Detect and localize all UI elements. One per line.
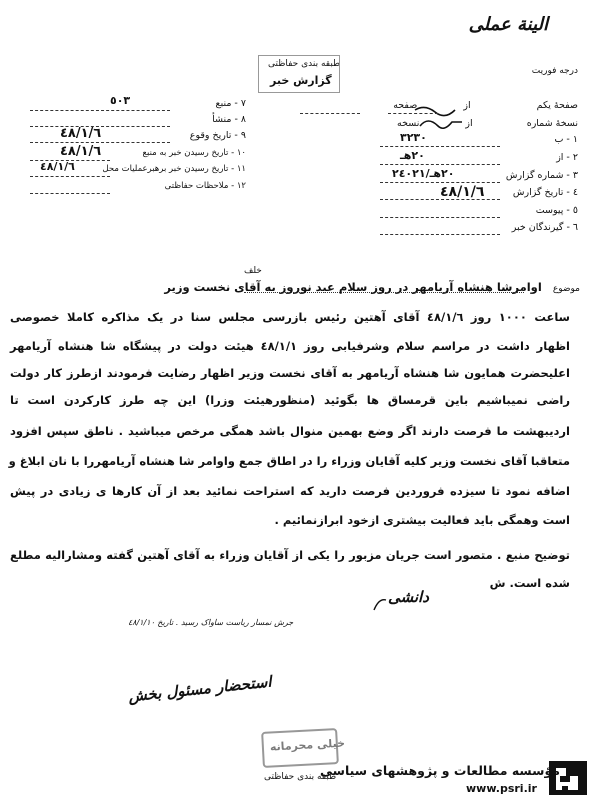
right-field-row xyxy=(513,187,578,198)
header-handwriting: الينة عملى xyxy=(468,14,548,35)
left-field-label: ١٢ - ملاحظات حفاظتى xyxy=(164,181,246,191)
stamp-text: خيلى محرمانه xyxy=(269,736,346,754)
right-field-row xyxy=(556,152,578,163)
explanation-line: توضيح منبع . متصور است جريان مزبور را يکى از آقايان وزراء به آقاى آهتين گفته ومشاراليه مطلع xyxy=(10,548,570,562)
subject-underline xyxy=(244,292,524,293)
body-line: اظهار داشت در مراسم سلام وشرفيابى روز ٤٨/١/١ هيئت دولت در پيشگاه شا هنشاه آريامهر xyxy=(10,339,570,353)
body-line: متعاقبا آقاى نخست وزير کليه آقايان وزراء را در اطاق جمع واوامر شا هنشاه آريامهررا با نان ابلاغ و xyxy=(8,454,570,468)
right-field-line xyxy=(380,217,500,218)
body-line: است وهمگى بايد فعاليت بيشترى ازخود ابرازنمائيم . xyxy=(274,513,570,527)
copy-label: نسخهٔ شماره xyxy=(526,118,578,129)
right-field-value: ٢٠هـ xyxy=(400,149,425,162)
body-line: اضافه نمود تا سيزده فروردين فرصت داريد که استراحت نمائيد بعد از آن کارها ى زيادى در پيش xyxy=(10,484,570,498)
left-field-label: ٩ - تاريخ وقوع xyxy=(189,130,246,141)
right-field-row xyxy=(554,134,578,145)
left-field-label: ١٠ - تاريخ رسيدن خبر به منبع xyxy=(142,148,246,158)
left-field-line xyxy=(30,142,170,143)
copy-suffix: نسخه xyxy=(397,118,420,129)
classification-bottom: طبقه بندى حفاظتى xyxy=(264,772,337,782)
left-field-label: ١١ - تاريخ رسيدن خبر برهبرعمليات محل xyxy=(102,164,246,174)
right-field-value: ٤٨/١/٦ xyxy=(440,184,485,200)
copy-of: از xyxy=(465,118,473,129)
classification-box xyxy=(258,55,340,93)
institute-name: مؤسسه مطالعات و پژوهشهای سیاسی xyxy=(320,763,561,778)
page-number-line xyxy=(388,113,438,114)
right-field-line xyxy=(380,146,500,147)
signature-mark xyxy=(372,596,388,614)
right-field-label: ٢ - از xyxy=(556,152,578,163)
left-field-label: ٧ - منبع xyxy=(215,98,246,109)
bottom-handwriting: استحضار مسئول بخش xyxy=(127,672,273,706)
margin-note: خلف xyxy=(244,266,262,276)
right-field-value: ٣٢٣٠ xyxy=(400,131,427,144)
right-field-label: ٥ - پيوست xyxy=(535,205,578,216)
body-line: اعليحضرت همايون شا هنشاه آريامهر به آقاى نخست وزير اظهار رضايت فرمودند ازطرز کار دولت xyxy=(10,366,570,380)
body-line: راضى نميباشيم باين قرمساق ها بگوئيد (منظورهيئت وزرا) اين چه طرز کارکردن است تا xyxy=(10,393,570,407)
right-field-line xyxy=(380,199,500,200)
right-field-line xyxy=(380,164,500,165)
signature: دانشى xyxy=(388,588,429,606)
classification-top: طبقه بندى حفاظتى xyxy=(268,59,341,69)
subject-text: اوامرشا هنشاه آريامهر در روز سلام عيد نوروز به آقاى نخست وزير xyxy=(164,280,542,294)
body-line: ارديبهشت ما فرصت دارند اگر وضع بهمين منوال باشد همگى مرخص ميباشيد . ناطق سپس افزود xyxy=(10,424,570,438)
left-field-label: ٨ - منشأ xyxy=(212,114,246,125)
subject-label: موضوع xyxy=(552,284,580,294)
right-field-row xyxy=(536,205,578,216)
classification-stamp xyxy=(261,728,346,768)
report-title: گزارش خبر xyxy=(270,74,332,87)
right-field-label: ١ - ب xyxy=(554,134,578,145)
left-field-line xyxy=(30,176,110,177)
received-note: جرش نمسار رياست ساواک رسيد . تاريخ ٤٨/١/١٠ xyxy=(128,618,294,627)
right-field-label: ٣ - شماره گزارش xyxy=(505,170,578,181)
left-field-value: ٥٠٣ xyxy=(110,94,131,107)
left-field-value: ٤٨/١/٦ xyxy=(60,126,102,141)
page-label: صفحهٔ يکم xyxy=(536,100,578,111)
page-suffix: صفحه xyxy=(393,100,418,111)
page-total-line xyxy=(300,113,360,114)
right-field-row xyxy=(512,222,578,233)
explanation-line: شده است. ش xyxy=(489,576,570,590)
right-field-line xyxy=(380,234,500,235)
institute-url[interactable]: www.psri.ir xyxy=(466,782,537,795)
right-field-label: ٤ - تاريخ گزارش xyxy=(512,187,578,198)
page-of: از xyxy=(463,100,471,111)
left-field-value: ٤٨/١/٦ xyxy=(60,144,102,159)
left-field-line xyxy=(30,193,110,194)
left-field-line xyxy=(30,110,170,111)
right-field-line xyxy=(380,182,500,183)
right-field-label: ٦ - گيرندگان خبر xyxy=(511,222,578,233)
page-copy-scribble xyxy=(410,102,490,132)
left-field-value: ٤٨/١/٦ xyxy=(40,160,75,173)
right-field-value: ٢٠هـ/٢٤٠٢١ xyxy=(392,167,455,180)
right-field-row xyxy=(506,170,578,181)
priority-label: درجه فوريت xyxy=(531,66,578,76)
body-line: ساعت ١٠٠٠ روز ٤٨/١/٦ آقاى آهتين رئيس بازرسى مجلس سنا در يک مذاکره کاملا خصوصى xyxy=(10,310,570,324)
